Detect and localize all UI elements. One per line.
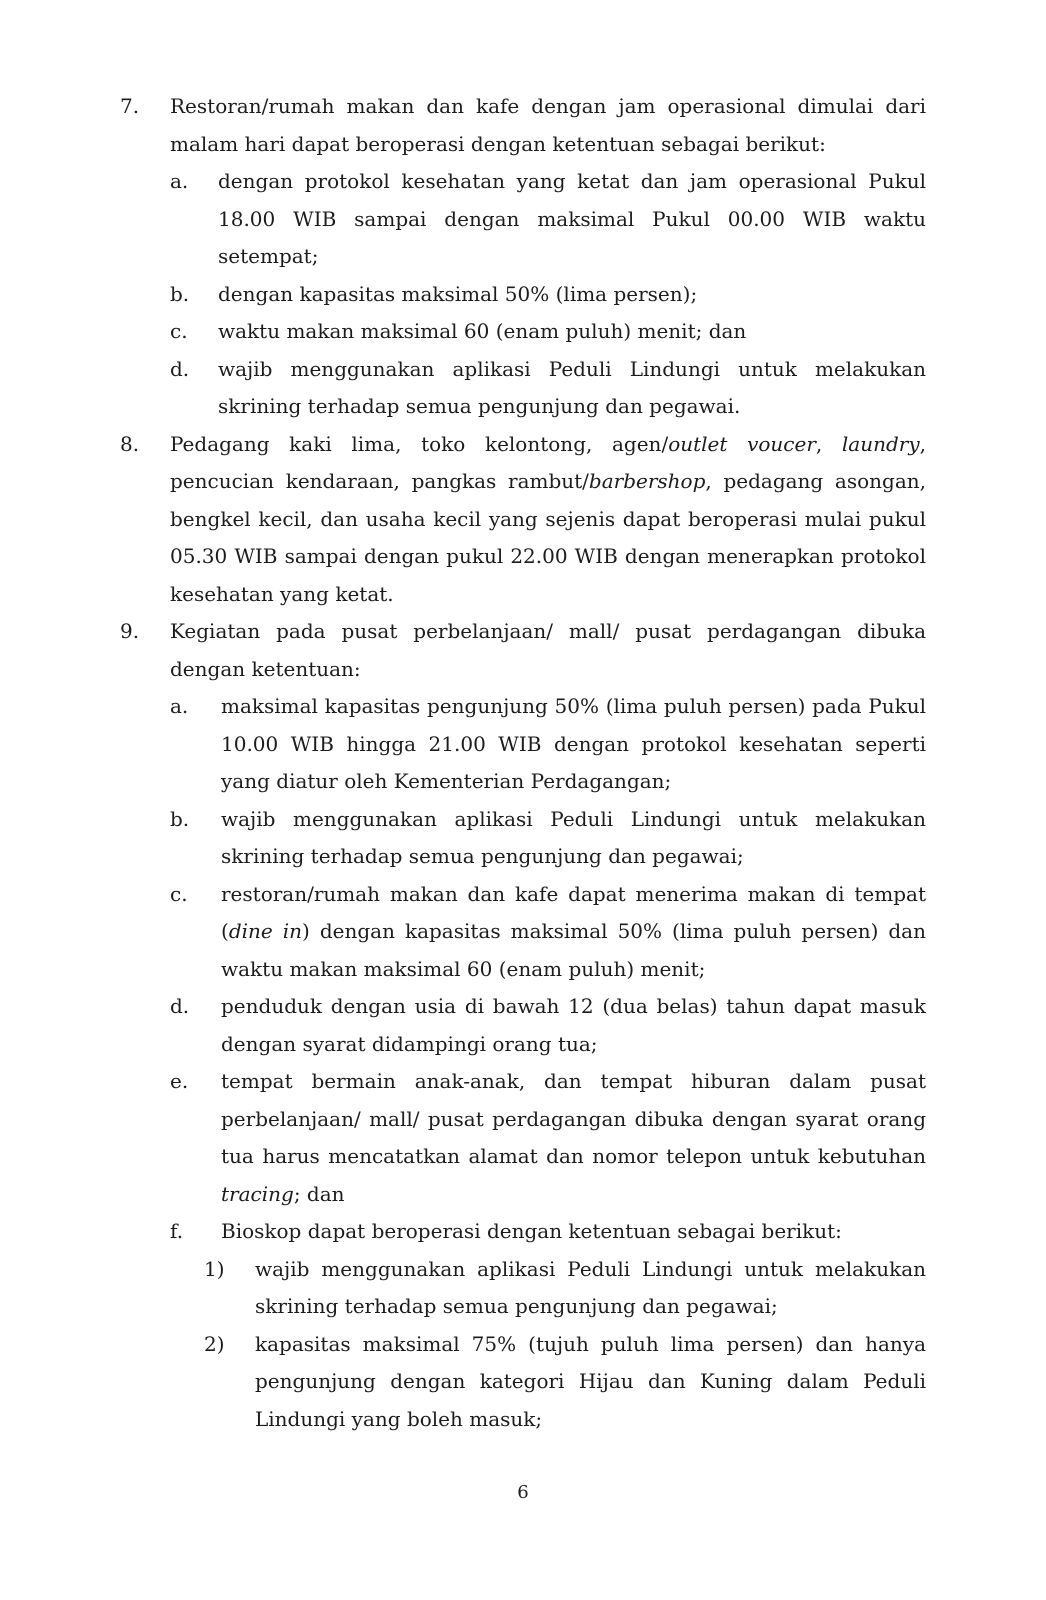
text-run: Pedagang kaki lima, toko kelontong, agen/ (170, 431, 669, 456)
text-run: tempat bermain anak-anak, dan tempat hiburan dalam pusat perbelanjaan/ mall/ pusat perdagangan dibuka dengan syarat orang tua harus mencatatkan alamat dan nomor telepon untuk kebutuhan (221, 1069, 926, 1168)
sub-item-text: dengan protokol kesehatan yang ketat dan jam operasional Pukul 18.00 WIB sampai dengan maksimal Pukul 00.00 WIB waktu setempat; (218, 169, 926, 268)
sub-item-letter: d. (170, 994, 190, 1018)
sub-item-letter: e. (170, 1069, 189, 1093)
item-number: 7. (120, 94, 140, 118)
sub-item-letter: f. (170, 1219, 184, 1243)
sub-sub-item-number: 2) (204, 1331, 225, 1356)
item-number: 9. (120, 619, 140, 643)
sub-item-9a (170, 688, 926, 801)
text-run: restoran/rumah makan dan kafe dapat menerima makan di tempat ( (221, 881, 926, 943)
sub-sub-item-text: wajib menggunakan aplikasi Peduli Lindungi untuk melakukan skrining terhadap semua pengunjung dan pegawai; (255, 1256, 926, 1318)
sub-sub-item-number: 1) (204, 1256, 225, 1281)
sub-item-9e (170, 1063, 926, 1213)
text-run: , (815, 431, 842, 456)
page-number: 6 (517, 1482, 529, 1503)
sub-item-7b (170, 276, 926, 314)
italic-run: tracing (221, 1181, 294, 1206)
sub-item-letter: c. (170, 881, 188, 906)
sub-sub-item-text: kapasitas maksimal 75% (tujuh puluh lima persen) dan hanya pengunjung dengan kategori Hijau dan Kuning dalam Peduli Lindungi yang boleh masuk; (255, 1331, 926, 1431)
italic-run: laundry (841, 431, 920, 456)
item-text: Kegiatan pada pusat perbelanjaan/ mall/ pusat perdagangan dibuka dengan ketentuan: (170, 619, 926, 681)
list-item-8 (0, 426, 1046, 614)
italic-run: outlet voucer (668, 431, 816, 456)
sub-item-text: waktu makan maksimal 60 (enam puluh) menit; dan (218, 319, 747, 343)
sub-item-text: Bioskop dapat beroperasi dengan ketentuan sebagai berikut: (221, 1219, 842, 1243)
list-item-9 (0, 613, 1046, 1438)
text-run: , pencucian kendaraan, pangkas rambut/ (170, 431, 927, 493)
italic-run: dine in (228, 919, 303, 943)
sub-item-9d (170, 988, 926, 1063)
sub-item-text: dengan kapasitas maksimal 50% (lima persen); (218, 281, 698, 306)
sub-item-text: wajib menggunakan aplikasi Peduli Lindungi untuk melakukan skrining terhadap semua pengunjung dan pegawai; (221, 806, 926, 868)
sub-item-letter: d. (170, 356, 190, 381)
item-number: 8. (120, 431, 140, 456)
sub-sub-item-2 (204, 1326, 926, 1439)
sub-item-letter: c. (170, 319, 188, 343)
text-run: ; dan (293, 1181, 345, 1206)
sub-item-7d (170, 351, 926, 426)
text-run: , pedagang asongan, bengkel kecil, dan usaha kecil yang sejenis dapat beroperasi mulai pukul 05.30 WIB sampai dengan pukul 22.00 WIB dengan menerapkan protokol kesehatan yang ketat. (170, 469, 926, 606)
italic-run: barbershop (588, 469, 706, 493)
sub-item-7c (170, 313, 926, 351)
sub-item-9f (170, 1213, 926, 1438)
sub-item-letter: a. (170, 694, 189, 718)
sub-item-text: wajib menggunakan aplikasi Peduli Lindungi untuk melakukan skrining terhadap semua pengunjung dan pegawai. (218, 356, 926, 418)
sub-item-text (221, 876, 926, 989)
sub-item-text: penduduk dengan usia di bawah 12 (dua belas) tahun dapat masuk dengan syarat didampingi orang tua; (221, 994, 926, 1056)
sub-sub-item-1 (204, 1251, 926, 1326)
item-text: Restoran/rumah makan dan kafe dengan jam operasional dimulai dari malam hari dapat beroperasi dengan ketentuan sebagai berikut: (170, 94, 926, 156)
list-item-7 (0, 88, 1046, 426)
sub-item-letter: b. (170, 806, 190, 831)
text-run: ) dengan kapasitas maksimal 50% (lima puluh persen) dan waktu makan maksimal 60 (enam puluh) menit; (221, 919, 926, 981)
sub-item-text (221, 1063, 926, 1213)
sub-item-7a (170, 163, 926, 276)
sub-item-9b (170, 801, 926, 876)
sub-item-text: maksimal kapasitas pengunjung 50% (lima puluh persen) pada Pukul 10.00 WIB hingga 21.00 WIB dengan protokol kesehatan seperti yang diatur oleh Kementerian Perdagangan; (221, 694, 926, 793)
document-page (0, 88, 1046, 1438)
item-text (170, 426, 926, 614)
sub-item-9c (170, 876, 926, 989)
sub-item-letter: a. (170, 169, 189, 193)
sub-item-letter: b. (170, 281, 190, 306)
